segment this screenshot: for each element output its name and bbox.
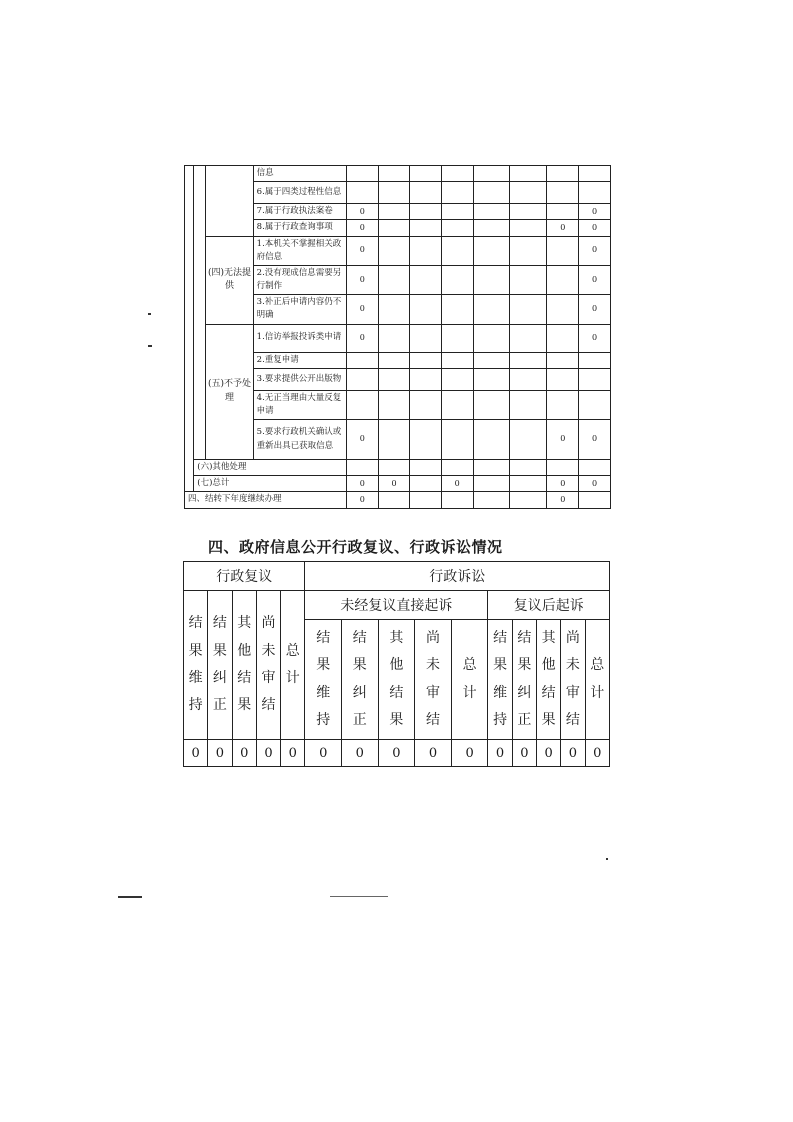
litigation-col-6 [488,620,512,740]
column-header-text: 结果纠正 [517,629,532,728]
value-cell [473,166,510,182]
count-cell: 0 [305,740,342,767]
value-cell [378,295,410,324]
review-header: 行政复议 [184,562,305,591]
value-cell [378,166,410,182]
value-cell [410,204,441,220]
value-cell [510,182,547,204]
disclosure-handling-table [184,165,611,509]
litigation-col-3 [378,620,415,740]
group-blank-cell [194,166,206,460]
value-cell [410,420,441,460]
count-cell: 0 [281,740,305,767]
value-cell [410,492,441,508]
value-cell [378,204,410,220]
row-label: 4.无正当理由大量反复申请 [253,390,346,419]
review-col-4 [256,591,280,740]
row-label: 1.本机关不掌握相关政府信息 [253,236,346,265]
value-cell [346,352,378,368]
value-cell [441,265,473,294]
after-review-header: 复议后起诉 [488,591,610,620]
outer-blank-cell [185,166,194,492]
value-cell [441,420,473,460]
value-cell [510,390,547,419]
value-cell: 0 [346,236,378,265]
cat-blank-cell [206,166,253,237]
value-cell: 0 [547,420,579,460]
column-header-text: 其他结果 [541,629,556,728]
row-label: 7.属于行政执法案卷 [253,204,346,220]
value-cell [410,390,441,419]
value-cell: 0 [346,420,378,460]
value-cell [510,324,547,352]
value-cell: 0 [346,492,378,508]
litigation-col-2 [342,620,379,740]
value-cell [510,236,547,265]
value-cell [410,460,441,476]
value-cell [410,220,441,236]
value-cell [547,295,579,324]
litigation-header: 行政诉讼 [305,562,610,591]
value-cell: 0 [579,204,611,220]
litigation-col-7 [512,620,536,740]
count-cell: 0 [451,740,488,767]
value-cell: 0 [346,295,378,324]
value-cell: 0 [579,265,611,294]
column-header-text: 结果维持 [316,629,331,728]
litigation-col-9 [561,620,585,740]
value-cell [547,324,579,352]
value-cell [410,352,441,368]
value-cell [378,324,410,352]
count-cell: 0 [585,740,609,767]
value-cell [579,352,611,368]
value-cell [510,420,547,460]
value-cell [510,352,547,368]
value-cell: 0 [346,220,378,236]
count-cell: 0 [256,740,280,767]
litigation-col-10 [585,620,609,740]
review-col-1 [184,591,208,740]
value-cell [473,324,510,352]
value-cell [579,166,611,182]
value-cell [473,265,510,294]
value-cell: 0 [378,476,410,492]
value-cell [346,390,378,419]
value-cell [410,236,441,265]
value-cell: 0 [346,204,378,220]
value-cell [579,460,611,476]
value-cell: 0 [547,220,579,236]
column-header-text: 结果纠正 [352,629,367,728]
value-cell [547,460,579,476]
value-cell [378,492,410,508]
review-col-5 [281,591,305,740]
value-cell [410,166,441,182]
value-cell [346,460,378,476]
row-label: 3.补正后申请内容仍不明确 [253,295,346,324]
count-cell: 0 [512,740,536,767]
column-header-text: 总计 [462,657,477,701]
value-cell [441,352,473,368]
row-label-other: (六)其他处理 [194,460,347,476]
value-cell [441,166,473,182]
value-cell [473,476,510,492]
value-cell: 0 [547,476,579,492]
value-cell [473,492,510,508]
value-cell: 0 [441,476,473,492]
value-cell [473,182,510,204]
value-cell [441,182,473,204]
column-header-text: 总计 [590,657,605,701]
value-cell: 0 [346,476,378,492]
value-cell [547,368,579,390]
value-cell [547,166,579,182]
value-cell: 0 [579,295,611,324]
section-heading: 四、政府信息公开行政复议、行政诉讼情况 [208,538,503,556]
value-cell [473,420,510,460]
value-cell [378,182,410,204]
scan-mark [606,858,608,860]
category-unable-to-provide: (四)无法提供 [206,236,253,324]
count-cell: 0 [488,740,512,767]
value-cell [547,204,579,220]
litigation-col-5 [451,620,488,740]
value-cell [441,204,473,220]
row-label: 信息 [253,166,346,182]
value-cell [510,295,547,324]
review-col-3 [232,591,256,740]
value-cell [346,166,378,182]
value-cell: 0 [579,220,611,236]
litigation-col-8 [536,620,560,740]
litigation-col-4 [415,620,452,740]
row-label: 6.属于四类过程性信息 [253,182,346,204]
value-cell [510,476,547,492]
column-header-text: 尚未审结 [425,629,440,728]
value-cell [510,204,547,220]
value-cell [441,324,473,352]
review-litigation-table [183,561,610,767]
value-cell [473,220,510,236]
row-label: 2.没有现成信息需要另行制作 [253,265,346,294]
value-cell [510,166,547,182]
value-cell [441,220,473,236]
review-col-2 [208,591,232,740]
count-cell: 0 [378,740,415,767]
scan-mark [148,313,151,315]
count-cell: 0 [536,740,560,767]
row-label: 8.属于行政查询事项 [253,220,346,236]
value-cell [441,492,473,508]
row-label: 1.信访举报投诉类申请 [253,324,346,352]
value-cell: 0 [579,476,611,492]
row-label: 2.重复申请 [253,352,346,368]
value-cell [473,352,510,368]
value-cell [510,460,547,476]
value-cell [579,390,611,419]
value-cell [410,295,441,324]
value-cell [410,265,441,294]
value-cell [510,265,547,294]
value-cell [441,236,473,265]
value-cell [378,352,410,368]
value-cell [473,295,510,324]
value-cell: 0 [346,265,378,294]
value-cell [410,324,441,352]
row-label-total: (七)总计 [194,476,347,492]
value-cell [410,182,441,204]
scan-mark [118,896,142,898]
value-cell [410,368,441,390]
value-cell [473,204,510,220]
row-label: 5.要求行政机关确认或重新出具已获取信息 [253,420,346,460]
value-cell [547,390,579,419]
value-cell [441,368,473,390]
value-cell: 0 [547,492,579,508]
value-cell [547,236,579,265]
value-cell [473,460,510,476]
value-cell: 0 [579,236,611,265]
column-header-text: 其他结果 [237,615,252,714]
value-cell [378,236,410,265]
column-header-text: 结果维持 [188,615,203,714]
count-cell: 0 [561,740,585,767]
scan-mark [330,896,388,897]
count-cell: 0 [232,740,256,767]
value-cell [510,368,547,390]
value-cell [547,182,579,204]
value-cell [441,460,473,476]
value-cell [441,295,473,324]
column-header-text: 结果纠正 [212,615,227,714]
value-cell [346,182,378,204]
count-cell: 0 [415,740,452,767]
value-cell [378,420,410,460]
value-cell: 0 [579,420,611,460]
value-cell [510,492,547,508]
value-cell [441,390,473,419]
value-cell [579,492,611,508]
value-cell [346,368,378,390]
value-cell [473,236,510,265]
value-cell [579,182,611,204]
value-cell [378,265,410,294]
direct-suit-header: 未经复议直接起诉 [305,591,488,620]
scan-mark [148,345,152,347]
value-cell [410,476,441,492]
count-cell: 0 [184,740,208,767]
litigation-col-1 [305,620,342,740]
column-header-text: 结果维持 [493,629,508,728]
value-cell [378,390,410,419]
count-cell: 0 [342,740,379,767]
value-cell [547,265,579,294]
value-cell [378,460,410,476]
value-cell [473,390,510,419]
value-cell [473,368,510,390]
value-cell [510,220,547,236]
column-header-text: 尚未审结 [261,615,276,714]
value-cell [378,220,410,236]
row-label: 3.要求提供公开出版物 [253,368,346,390]
column-header-text: 总计 [285,642,300,686]
value-cell [547,352,579,368]
row-label-carry-over: 四、结转下年度继续办理 [185,492,347,508]
category-not-processed: (五)不予处理 [206,324,253,460]
count-cell: 0 [208,740,232,767]
column-header-text: 尚未审结 [565,629,580,728]
value-cell [378,368,410,390]
value-cell: 0 [579,324,611,352]
value-cell [579,368,611,390]
column-header-text: 其他结果 [389,629,404,728]
value-cell: 0 [346,324,378,352]
